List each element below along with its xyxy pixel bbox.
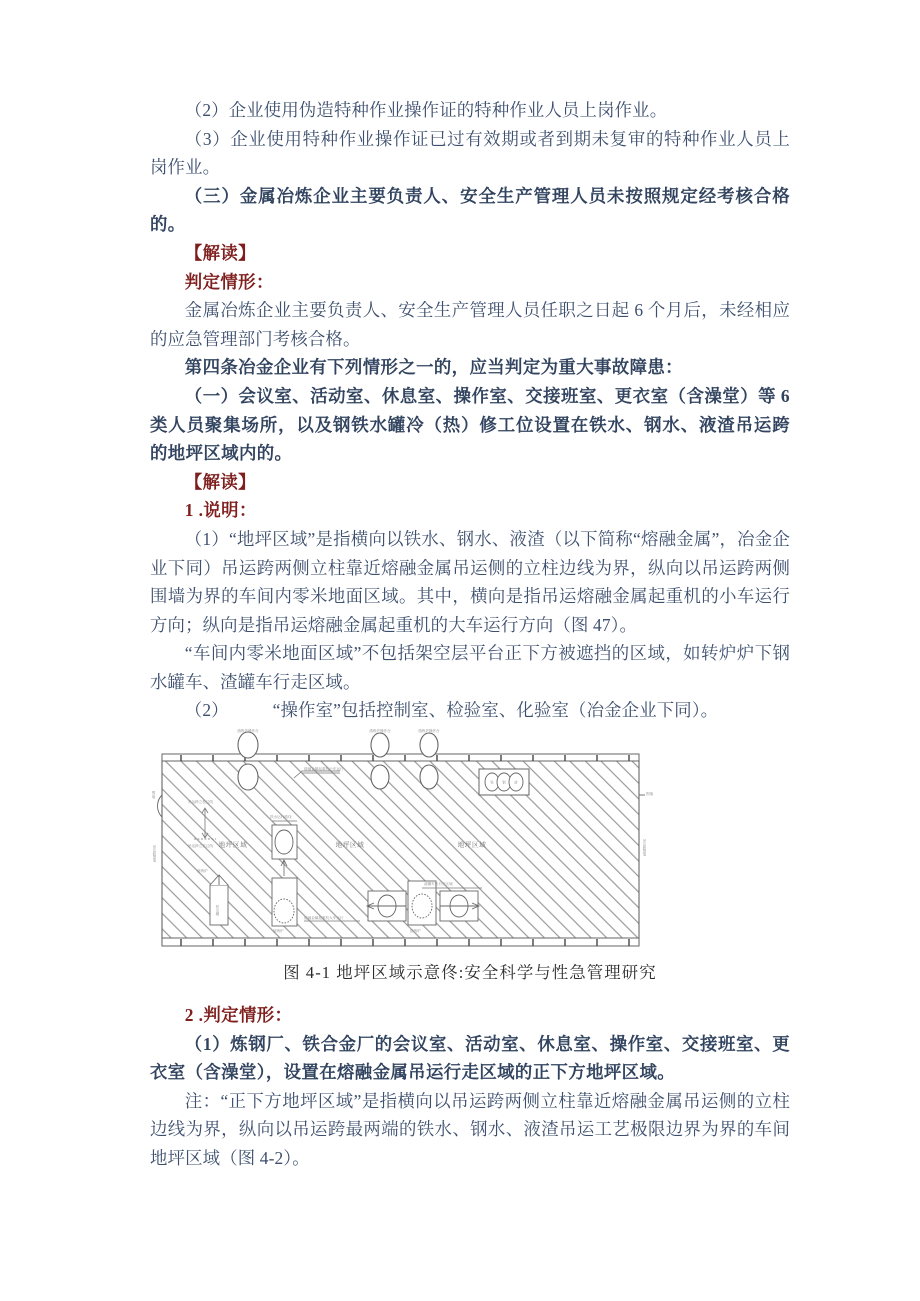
paragraph-determination-1: （1）炼钢厂、铁合金厂的会议室、活动室、休息室、操作室、交接班室、更衣室（含澡堂），设置在熔融金属吊运行走区域的正下方地坪区域。 <box>150 1033 790 1083</box>
figure-dim-label: 吊运跨立柱边线 <box>188 800 214 805</box>
paragraph-determination-note: 注：“正下方地坪区域”是指横向以吊运跨两侧立柱靠近熔融金属吊运侧的立柱边线为界，纵向以吊运跨最两端的铁水、钢水、液渣吊运工艺极限边界为界的车间地坪区域（图 4-2）。 <box>150 1090 790 1169</box>
figure-top-label: 熔炼炉操作台 <box>418 729 440 734</box>
paragraph-clause-one: （一）会议室、活动室、休息室、操作室、交接班室、更衣室（含澡堂）等 6 类人员聚集场所，以及钢铁水罐冷（热）修工位设置在铁水、钢水、液渣吊运跨的地坪区域内的。 <box>150 385 790 464</box>
paragraph-clause-three: （三）金属冶炼企业主要负责人、安全生产管理人员未按照规定经考核合格的。 <box>150 185 790 235</box>
svg-text:熔炼炉: 熔炼炉 <box>410 929 421 934</box>
figure-side-label: 围墙 <box>646 792 654 797</box>
paragraph-explanation-note: “车间内零米地面区域”不包括架空层平台正下方被遮挡的区域，如转炉炉下钢水罐车、渣罐车行走区域。 <box>150 643 790 692</box>
paragraph-explanation-2: （2） “操作室”包括控制室、检验室、化验室（冶金企业下同）。 <box>184 700 719 721</box>
figure-area-label: 地坪区域 <box>335 842 365 850</box>
paragraph-item-2: （2）企业使用伪造特种作业操作证的特种作业人员上岗作业。 <box>184 100 668 120</box>
figure-block <box>150 729 790 985</box>
plant-layout-diagram <box>152 729 790 955</box>
heading-determination-1: 判定情形： <box>184 271 274 292</box>
figure-caption: 图 4-1 地坪区域示意佟:安全科学与性急管理研究 <box>283 963 657 983</box>
figure-top-label: 熔炼炉操作台 <box>369 729 391 734</box>
figure-area-label: 地坪区域 <box>218 842 248 850</box>
figure-inner-note: 渣罐车运行走区域 <box>424 882 453 887</box>
svg-text:熔炼炉: 熔炼炉 <box>273 929 284 934</box>
figure-dim-label: 吊运跨立柱边线 <box>188 844 214 849</box>
figure-top-label: 熔炼炉操作台 <box>237 729 259 734</box>
heading-determination-2: 2 .判定情形： <box>184 1005 293 1026</box>
page-content <box>150 96 790 1173</box>
figure-inner-note: 熔融金属起重机大车运行 <box>304 916 344 921</box>
svg-text:铁: 铁 <box>490 780 494 785</box>
svg-text:吊运跨围墙: 吊运跨围墙 <box>642 839 646 857</box>
paragraph-explanation-1: （1）“地坪区域”是指横向以铁水、钢水、液渣（以下简称“熔融金属”，冶金企业下同）吊运跨两侧立柱靠近熔融金属吊运侧的立柱边线为界，纵向以吊运跨两侧围墙为界的车间内零米地面区域。其中，横向是指吊运熔融金属起重机的小车运行方向；纵向是指吊运熔融金属起重机的大车运行方向（图 47）。 <box>150 528 790 635</box>
paragraph-article-four: 第四条冶金企业有下列情形之一的，应当判定为重大事故障患： <box>184 357 683 378</box>
figure-area-label: 地坪区域 <box>457 842 487 850</box>
svg-text:钢: 钢 <box>502 780 506 785</box>
heading-explanation: 1 .说明： <box>184 500 257 521</box>
heading-interpretation-2: 【解读】 <box>184 471 256 492</box>
svg-text:铁水罐: 铁水罐 <box>215 905 219 916</box>
figure-side-label: 围墙 <box>152 791 156 799</box>
figure-inner-note: 熔融金属起重机小车运行 <box>304 767 344 772</box>
svg-text:铁水运行路线: 铁水运行路线 <box>270 815 292 820</box>
svg-text:渣: 渣 <box>514 780 518 785</box>
heading-interpretation-1: 【解读】 <box>184 242 256 263</box>
figure-drawing-container <box>152 729 790 955</box>
paragraph-item-3: （3）企业使用特种作业操作证已过有效期或者到期未复审的特种作业人员上岗作业。 <box>150 128 790 178</box>
paragraph-determination-body: 金属冶炼企业主要负责人、安全生产管理人员任职之日起 6 个月后，未经相应的应急管理部门考核合格。 <box>150 300 790 349</box>
svg-text:吊运跨围墙: 吊运跨围墙 <box>152 845 156 863</box>
figure-inner-note: 熔炼炉 <box>197 869 208 874</box>
